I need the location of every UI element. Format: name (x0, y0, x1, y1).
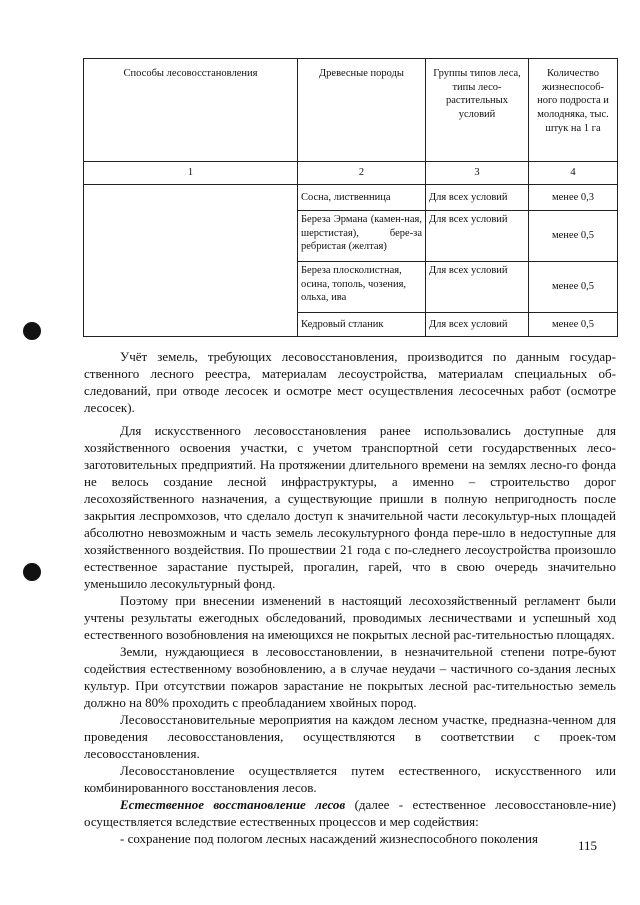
paragraph: Лесовосстановление осуществляется путем естественного, искусственного или комбинированного восстановления лесов. (84, 763, 616, 795)
species-cell: Береза плосколистная, осина, тополь, чозения, ольха, ива (298, 262, 426, 313)
column-number: 3 (426, 162, 529, 185)
amount-cell: менее 0,5 (529, 211, 618, 262)
conditions-cell: Для всех условий (426, 185, 529, 211)
header-conditions: Группы типов леса, типы лесо-растительных условий (426, 59, 529, 162)
conditions-cell: Для всех условий (426, 313, 529, 337)
paragraph: Лесовосстановительные мероприятия на каждом лесном участке, предназна-ченном для проведения лесовосстановления, осуществляются в соответствии с проек-том лесовосстановления. (84, 712, 616, 761)
conditions-cell: Для всех условий (426, 211, 529, 262)
paragraph: Поэтому при внесении изменений в настоящий лесохозяйственный регламент были учтены результаты ежегодных обследований, проводимых лесничествами и успешный ход естественного возобновления на имеющихся не покрытых лесной рас-тительностью площадях. (84, 593, 616, 642)
table-row (84, 185, 618, 211)
table-header-row (84, 59, 618, 162)
amount-cell: менее 0,5 (529, 262, 618, 313)
column-number: 4 (529, 162, 618, 185)
species-cell: Кедровый стланик (298, 313, 426, 337)
amount-cell: менее 0,3 (529, 185, 618, 211)
conditions-cell: Для всех условий (426, 262, 529, 313)
column-number: 1 (84, 162, 298, 185)
method-cell (84, 185, 298, 337)
amount-cell: менее 0,5 (529, 313, 618, 337)
header-species: Древесные породы (298, 59, 426, 162)
term-natural-restoration: Естественное восстановление лесов (120, 797, 346, 812)
paragraph: Для искусственного лесовосстановления ранее использовались доступные для хозяйственного освоения участки, с учетом транспортной сети государственных лесо-заготовительных предприятий. На протяжении длительного времени на землях лесно-го фонда не велось создание лесной инфраструктуры, а именно – строительство дорог лесохозяйственного назначения, а существующие пришли в полную непригодность после закрытия леспромхозов, что сделало доступ к значительной части лесокультур-ных площадей абсолютно невозможным и часть земель лесокультурного фонда пере-шло в недоступные для хозяйственного воздействия. По прошествии 21 года с по-следнего лесоустройства произошло естественное зарастание пустырей, прогалин, гарей, что в свою очередь значительно уменьшило лесокультурный фонд. (84, 423, 616, 591)
header-amount: Количество жизнеспособ-ного подроста и молодняка, тыс. штук на 1 га (529, 59, 618, 162)
species-cell: Береза Эрмана (камен-ная, шерстистая), бере-за ребристая (желтая) (298, 211, 426, 262)
header-method: Способы лесовосстановления (84, 59, 298, 162)
species-cell: Сосна, лиственница (298, 185, 426, 211)
binder-hole (23, 563, 41, 581)
reforestation-table (83, 58, 618, 337)
paragraph: Земли, нуждающиеся в лесовосстановлении, в незначительной степени потре-буют содействия естественному возобновлению, а в случае неудачи – частичного со-здания лесных культур. При отсутствии пожаров зарастание не покрытых лесной рас-тительностью земель должно на 80% проходить с преобладанием хвойных пород. (84, 644, 616, 710)
paragraph: Учёт земель, требующих лесовосстановления, производится по данным государ-ственного лесного реестра, материалам лесоустройства, материалам специальных об-следований, при отводе лесосек и осмотре мест осуществления лесосечных работ (осмотре лесосек). (84, 349, 616, 415)
body-text (84, 348, 616, 847)
paragraph-natural-restoration (84, 796, 616, 830)
column-number: 2 (298, 162, 426, 185)
column-number-row (84, 162, 618, 185)
list-item: - сохранение под пологом лесных насаждений жизнеспособного поколения (120, 831, 538, 846)
page-number: 115 (578, 838, 598, 853)
paragraph-continuation: (далее - естественное лесовосстановле-ние) осуществляется вследствие естественных процессов и мер содействия: (84, 797, 616, 829)
binder-hole (23, 322, 41, 340)
